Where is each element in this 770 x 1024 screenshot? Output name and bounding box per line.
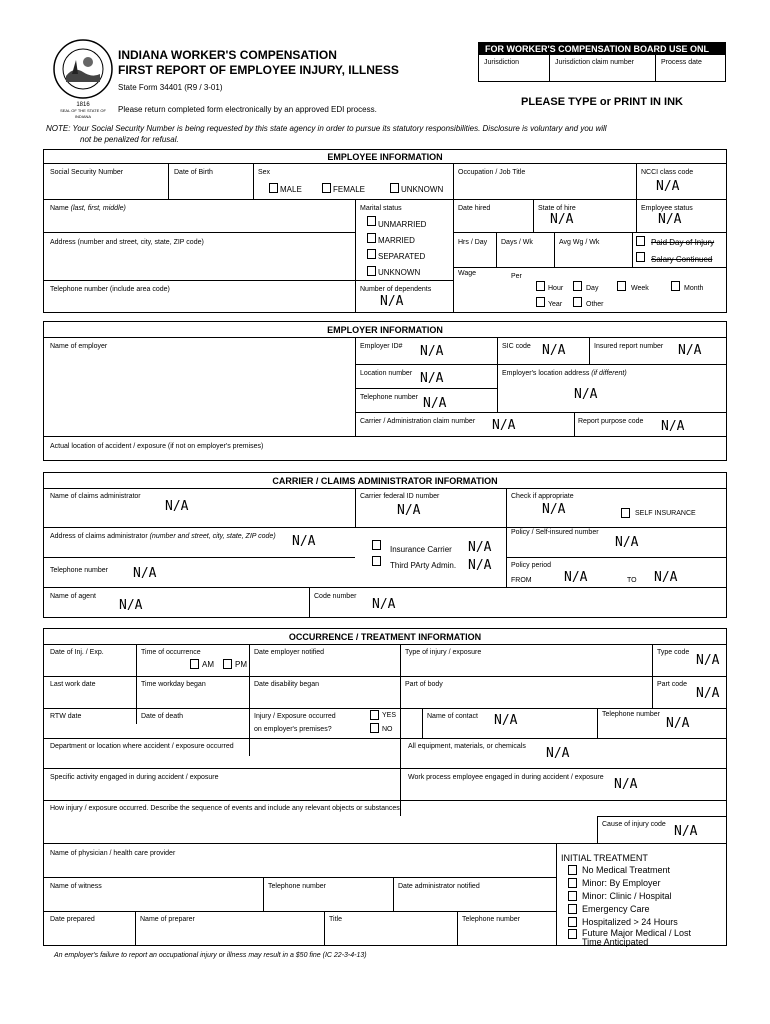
marital-unknown-label: UNKNOWN: [378, 268, 421, 277]
treatment-future-major-label-2: Time Anticipated: [582, 937, 649, 947]
separated-checkbox[interactable]: [367, 249, 376, 259]
carrier-section: [43, 472, 727, 618]
employee-status-value[interactable]: N/A: [658, 212, 682, 227]
department-label: Department or location where accident / exposure occurred: [50, 743, 234, 750]
dependents-value[interactable]: N/A: [380, 294, 404, 309]
dob-label: Date of Birth: [174, 169, 213, 176]
carrier-section-title: CARRIER / CLAIMS ADMINISTRATOR INFORMATION: [272, 476, 498, 486]
claims-admin-address-value[interactable]: N/A: [292, 534, 316, 549]
third-party-admin-value[interactable]: N/A: [468, 558, 492, 573]
location-address-label-text: Employer's location address: [502, 370, 592, 377]
location-number-value[interactable]: N/A: [420, 371, 444, 386]
form-title-line2: FIRST REPORT OF EMPLOYEE INJURY, ILLNESS: [118, 63, 399, 77]
contact-telephone-value[interactable]: N/A: [666, 716, 690, 731]
location-number-label: Location number: [360, 370, 413, 377]
policy-period-label: Policy period: [511, 562, 552, 569]
unmarried-label: UNMARRIED: [378, 220, 427, 229]
self-insurance-checkbox[interactable]: [621, 508, 630, 518]
contact-name-label: Name of contact: [427, 713, 478, 720]
sex-unknown-checkbox[interactable]: [390, 183, 399, 193]
date-hired-label: Date hired: [458, 205, 491, 212]
part-code-value[interactable]: N/A: [696, 686, 720, 701]
paid-day-checkbox[interactable]: [636, 236, 645, 246]
married-checkbox[interactable]: [367, 233, 376, 243]
treatment-future-major-label-1: Future Major Medical / Lost: [582, 928, 692, 938]
per-other-label: Other: [586, 301, 604, 308]
witness-telephone-label: Telephone number: [268, 883, 326, 890]
preparer-title-label: Title: [329, 916, 342, 923]
cause-code-label: Cause of injury code: [602, 821, 666, 828]
self-insurance-label: SELF INSURANCE: [635, 510, 696, 517]
employer-id-value[interactable]: N/A: [420, 344, 444, 359]
footer-fine-notice: An employer's failure to report an occupational injury or illness may result in a $50 fine (IC 22-3-4-13): [54, 952, 367, 959]
per-label: Per: [511, 273, 522, 280]
sex-label: Sex: [258, 169, 271, 176]
treatment-minor-employer-checkbox[interactable]: [568, 878, 577, 888]
actual-location-label: Actual location of accident / exposure (if not on employer's premises): [50, 443, 264, 450]
please-type-banner: PLEASE TYPE or PRINT IN INK: [521, 96, 683, 108]
treatment-minor-employer-label: Minor: By Employer: [582, 878, 661, 888]
treatment-hospitalized-label: Hospitalized > 24 Hours: [582, 917, 678, 927]
state-hire-value[interactable]: N/A: [550, 212, 574, 227]
claims-admin-name-value[interactable]: N/A: [165, 499, 189, 514]
claims-admin-address-hint: (number and street, city, state, ZIP code): [149, 533, 276, 540]
employee-status-label: Employee status: [641, 205, 693, 212]
insured-report-label: Insured report number: [594, 343, 664, 350]
separated-label: SEPARATED: [378, 252, 426, 261]
last-work-date-label: Last work date: [50, 681, 96, 688]
part-code-label: Part code: [657, 681, 687, 688]
third-party-admin-label: Third PArty Admin.: [390, 561, 457, 570]
employer-telephone-value[interactable]: N/A: [423, 396, 447, 411]
ssn-note-line2: not be penalized for refusal.: [80, 135, 179, 144]
days-wk-label: Days / Wk: [501, 239, 533, 246]
specific-activity-label: Specific activity engaged in during accident / exposure: [50, 774, 219, 781]
marital-status-label: Marital status: [360, 205, 402, 212]
jurisdiction-claim-label: Jurisdiction claim number: [555, 59, 634, 66]
preparer-name-label: Name of preparer: [140, 916, 195, 923]
employee-telephone-label: Telephone number (include area code): [50, 286, 170, 293]
employer-name-label: Name of employer: [50, 343, 108, 350]
dependents-label: Number of dependents: [360, 286, 432, 293]
location-address-label: [502, 370, 627, 378]
insurance-carrier-value[interactable]: N/A: [468, 540, 492, 555]
ncci-label: NCCI class code: [641, 169, 694, 176]
ssn-note-line1: NOTE: Your Social Security Number is being requested by this state agency in order to pursue its statutory responsibilities. Disclosure is voluntary and you will: [46, 124, 607, 133]
pm-label: PM: [235, 660, 247, 669]
contact-name-value[interactable]: N/A: [494, 713, 518, 728]
sic-code-value[interactable]: N/A: [542, 343, 566, 358]
carrier-fein-label: Carrier federal ID number: [360, 493, 440, 500]
claims-admin-address-label: [50, 533, 276, 541]
date-death-label: Date of death: [141, 713, 184, 720]
code-number-label: Code number: [314, 593, 357, 600]
equipment-value[interactable]: N/A: [546, 746, 570, 761]
policy-to-label: TO: [627, 577, 637, 584]
third-party-admin-checkbox[interactable]: [372, 556, 381, 566]
policy-from-label: FROM: [511, 577, 532, 584]
employer-section: [43, 321, 727, 461]
policy-from-value[interactable]: N/A: [564, 570, 588, 585]
agent-name-label: Name of agent: [50, 593, 96, 600]
insurance-carrier-checkbox[interactable]: [372, 540, 381, 550]
paid-day-label: Paid Day of Injury: [651, 238, 715, 247]
state-hire-label: State of hire: [538, 205, 576, 212]
type-code-value[interactable]: N/A: [696, 653, 720, 668]
hrs-day-label: Hrs / Day: [458, 239, 488, 246]
date-injury-label: Date of Inj. / Exp.: [50, 649, 104, 656]
state-seal: [52, 38, 114, 100]
employer-telephone-label: Telephone number: [360, 394, 418, 401]
treatment-hospitalized-checkbox[interactable]: [568, 917, 577, 927]
am-label: AM: [202, 660, 214, 669]
process-date-label: Process date: [661, 59, 702, 66]
female-label: FEMALE: [333, 185, 366, 194]
per-hour-checkbox[interactable]: [536, 281, 545, 291]
insured-report-value[interactable]: N/A: [678, 343, 702, 358]
male-checkbox[interactable]: [269, 183, 278, 193]
initial-treatment-title: INITIAL TREATMENT: [561, 853, 648, 863]
occurrence-section-title: OCCURRENCE / TREATMENT INFORMATION: [288, 632, 482, 642]
part-body-label: Part of body: [405, 681, 443, 688]
per-year-checkbox[interactable]: [536, 297, 545, 307]
jurisdiction-label: Jurisdiction: [484, 59, 520, 66]
per-month-label: Month: [684, 285, 704, 292]
work-process-label: Work process employee engaged in during accident / exposure: [408, 774, 604, 781]
per-week-checkbox[interactable]: [617, 281, 626, 291]
employee-name-label-text: Name: [50, 205, 71, 212]
pm-checkbox[interactable]: [223, 659, 232, 669]
seal-year: 1816: [76, 102, 90, 108]
marital-unknown-checkbox[interactable]: [367, 266, 376, 276]
treatment-minor-clinic-label: Minor: Clinic / Hospital: [582, 891, 672, 901]
married-label: MARRIED: [378, 236, 415, 245]
form-title-line1: INDIANA WORKER'S COMPENSATION: [118, 48, 337, 62]
code-number-value[interactable]: N/A: [372, 597, 396, 612]
check-appropriate-value[interactable]: N/A: [542, 502, 566, 517]
on-premises-label-1: Injury / Exposure occurred: [254, 713, 336, 720]
date-disability-label: Date disability began: [254, 681, 319, 688]
carrier-claim-label: Carrier / Administration claim number: [360, 418, 476, 425]
work-process-value[interactable]: N/A: [614, 777, 638, 792]
contact-telephone-label: Telephone number: [602, 711, 660, 718]
time-workday-label: Time workday began: [141, 681, 206, 688]
carrier-claim-value[interactable]: N/A: [492, 418, 516, 433]
per-day-checkbox[interactable]: [573, 281, 582, 291]
treatment-no-medical-checkbox[interactable]: [568, 865, 577, 875]
treatment-no-medical-label: No Medical Treatment: [582, 865, 671, 875]
location-address-hint: (if different): [591, 370, 627, 377]
policy-number-value[interactable]: N/A: [615, 535, 639, 550]
male-label: MALE: [280, 185, 302, 194]
unmarried-checkbox[interactable]: [367, 216, 376, 226]
check-appropriate-label: Check if appropriate: [511, 493, 574, 500]
wage-label: Wage: [458, 270, 477, 277]
premises-no-label: NO: [382, 726, 393, 733]
salary-continued-checkbox[interactable]: [636, 252, 645, 262]
equipment-label: All equipment, materials, or chemicals: [408, 743, 526, 750]
board-use-box: [478, 42, 726, 82]
time-occurrence-label: Time of occurrence: [141, 649, 201, 656]
employee-name-label: [50, 205, 126, 213]
date-admin-notified-label: Date administrator notified: [398, 883, 480, 890]
claims-admin-telephone-value[interactable]: N/A: [133, 566, 157, 581]
employee-section-title: EMPLOYEE INFORMATION: [327, 152, 443, 162]
per-hour-label: Hour: [548, 285, 564, 292]
occurrence-section: [43, 628, 727, 946]
per-month-checkbox[interactable]: [671, 281, 680, 291]
avg-wg-label: Avg Wg / Wk: [559, 239, 600, 246]
premises-yes-checkbox[interactable]: [370, 710, 379, 720]
witness-name-label: Name of witness: [50, 883, 102, 890]
type-code-label: Type code: [657, 649, 690, 656]
policy-number-label: Policy / Self-insured number: [511, 529, 599, 536]
premises-yes-label: YES: [382, 712, 397, 719]
report-purpose-label: Report purpose code: [578, 418, 644, 425]
employer-section-title: EMPLOYER INFORMATION: [327, 325, 443, 335]
seal-text: SEAL OF THE STATE OF INDIANA: [60, 108, 106, 119]
policy-to-value[interactable]: N/A: [654, 570, 678, 585]
am-checkbox[interactable]: [190, 659, 199, 669]
type-injury-label: Type of injury / exposure: [405, 649, 482, 656]
salary-continued-label: Salary Continued: [651, 255, 713, 264]
on-premises-label-2: on employer's premises?: [254, 726, 332, 733]
treatment-minor-clinic-checkbox[interactable]: [568, 891, 577, 901]
how-occurred-label: How injury / exposure occurred. Describe the sequence of events and include any relevant objects or substances.: [50, 805, 402, 812]
seal-caption: [52, 102, 114, 120]
rtw-date-label: RTW date: [50, 713, 82, 720]
board-use-title: FOR WORKER'S COMPENSATION BOARD USE ONL: [479, 43, 725, 55]
employee-section: [43, 149, 727, 313]
physician-label: Name of physician / health care provider: [50, 850, 176, 857]
premises-no-checkbox[interactable]: [370, 723, 379, 733]
claims-admin-telephone-label: Telephone number: [50, 567, 108, 574]
per-week-label: Week: [631, 285, 649, 292]
female-checkbox[interactable]: [322, 183, 331, 193]
sic-code-label: SIC code: [502, 343, 531, 350]
location-address-value[interactable]: N/A: [574, 387, 598, 402]
per-year-label: Year: [548, 301, 563, 308]
state-form-number: State Form 34401 (R9 / 3-01): [118, 83, 223, 92]
treatment-emergency-checkbox[interactable]: [568, 904, 577, 914]
report-purpose-value[interactable]: N/A: [661, 419, 685, 434]
agent-name-value[interactable]: N/A: [119, 598, 143, 613]
preparer-telephone-label: Telephone number: [462, 916, 520, 923]
carrier-fein-value[interactable]: N/A: [397, 503, 421, 518]
per-other-checkbox[interactable]: [573, 297, 582, 307]
employee-address-label: Address (number and street, city, state, ZIP code): [50, 239, 204, 246]
claims-admin-name-label: Name of claims administrator: [50, 493, 141, 500]
per-day-label: Day: [586, 285, 599, 292]
employer-id-label: Employer ID#: [360, 343, 403, 350]
insurance-carrier-label: Insurance Carrier: [390, 545, 452, 554]
claims-admin-address-label-text: Address of claims administrator: [50, 533, 150, 540]
occupation-label: Occupation / Job Title: [458, 169, 526, 176]
date-notified-label: Date employer notified: [254, 649, 325, 656]
ncci-value[interactable]: N/A: [656, 179, 680, 194]
date-prepared-label: Date prepared: [50, 916, 95, 923]
cause-code-value[interactable]: N/A: [674, 824, 698, 839]
edi-note: Please return completed form electronically by an approved EDI process.: [118, 105, 377, 114]
treatment-emergency-label: Emergency Care: [582, 904, 650, 914]
employee-name-hint: (last, first, middle): [70, 205, 126, 212]
ssn-label: Social Security Number: [50, 169, 124, 176]
sex-unknown-label: UNKNOWN: [401, 185, 444, 194]
treatment-future-major-checkbox[interactable]: [568, 929, 577, 939]
